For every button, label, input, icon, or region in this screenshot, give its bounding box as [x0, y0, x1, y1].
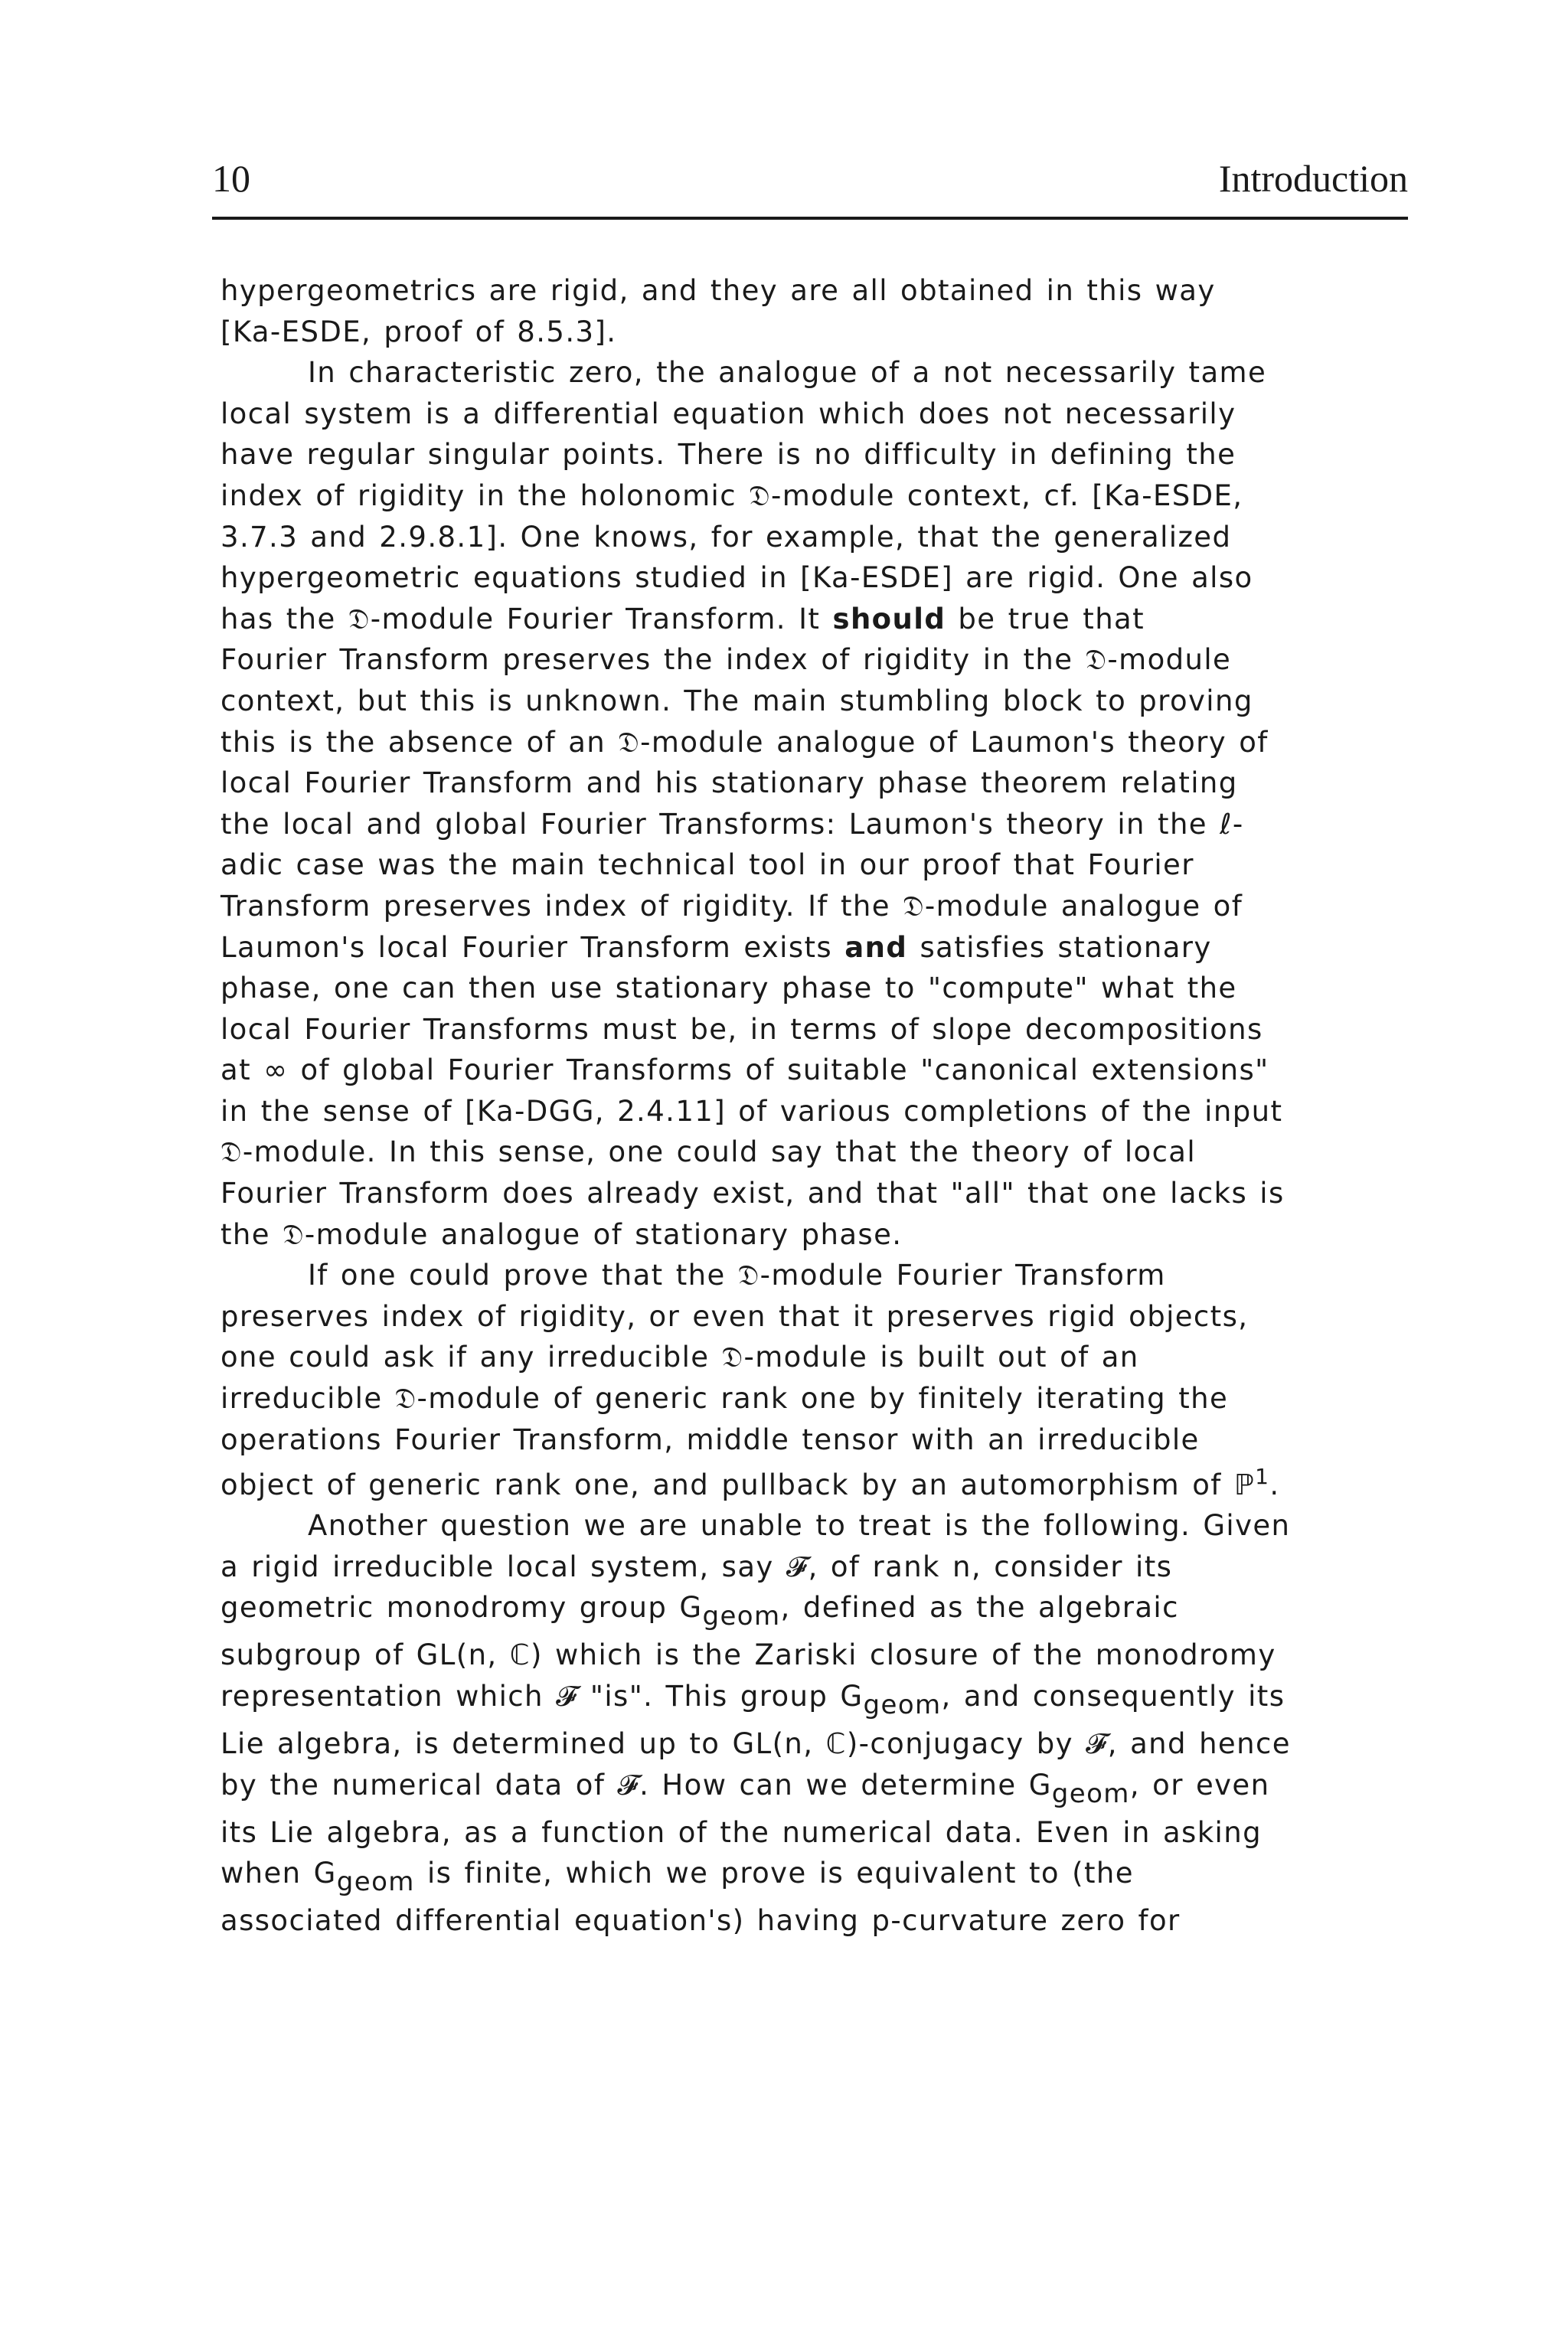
page-header: [212, 152, 1408, 213]
text-run: object of generic rank one, and pullback by an automorphism of ℙ: [220, 1468, 1256, 1501]
text-line: the 𝔇-module analogue of stationary phase.: [220, 1217, 903, 1251]
text-line: irreducible 𝔇-module of generic rank one by finitely iterating the: [220, 1382, 1229, 1416]
text-line: local system is a differential equation which does not necessarily: [220, 397, 1236, 430]
text-line: If one could prove that the 𝔇-module Fourier Transform: [308, 1259, 1166, 1292]
text-run: when G: [220, 1857, 337, 1890]
text-line: a rigid irreducible local system, say 𝓕, of rank n, consider its: [220, 1550, 1173, 1583]
text-line: hypergeometric equations studied in [Ka-ESDE] are rigid. One also: [220, 561, 1253, 595]
text-run: be true that: [958, 602, 1145, 635]
emphasis-text: should: [832, 602, 946, 635]
paragraph: [220, 270, 1453, 352]
text-run: is finite, which we prove is equivalent to (the: [414, 1857, 1134, 1890]
text-line: preserves index of rigidity, or even that it preserves rigid objects,: [220, 1299, 1249, 1333]
text-line: Transform preserves index of rigidity. If the 𝔇-module analogue of: [220, 889, 1243, 923]
text-line: have regular singular points. There is no difficulty in defining the: [220, 438, 1236, 472]
text-line: 𝔇-module. In this sense, one could say that the theory of local: [220, 1135, 1197, 1169]
text-run: Laumon's local Fourier Transform exists: [220, 930, 833, 964]
text-line: 3.7.3 and 2.9.8.1]. One knows, for example, that the generalized: [220, 520, 1232, 554]
text-run: has the 𝔇-module Fourier Transform. It: [220, 602, 821, 635]
text-line: [220, 927, 1453, 969]
text-line: one could ask if any irreducible 𝔇-module is built out of an: [220, 1341, 1139, 1374]
paragraph: [220, 1505, 1453, 1942]
text-run: satisfies stationary: [920, 930, 1212, 964]
text-line: [Ka-ESDE, proof of 8.5.3].: [220, 315, 617, 348]
text-line: the local and global Fourier Transforms: Laumon's theory in the ℓ-: [220, 807, 1244, 841]
text-line: hypergeometrics are rigid, and they are all obtained in this way: [220, 274, 1216, 307]
text-line: its Lie algebra, as a function of the numerical data. Even in asking: [220, 1815, 1262, 1849]
body-text: [220, 270, 1453, 1942]
text-line: this is the absence of an 𝔇-module analogue of Laumon's theory of: [220, 725, 1269, 759]
text-line: [220, 1676, 1453, 1723]
subscript: geom: [863, 1690, 942, 1720]
subscript: geom: [702, 1601, 781, 1632]
text-line: [220, 1765, 1453, 1812]
text-line: [220, 1853, 1453, 1900]
text-run: , defined as the algebraic: [780, 1591, 1179, 1625]
text-line: In characteristic zero, the analogue of a not necessarily tame: [308, 356, 1267, 390]
text-line: Another question we are unable to treat is the following. Given: [308, 1509, 1291, 1543]
text-line: associated differential equation's) having p-curvature zero for: [220, 1904, 1181, 1938]
text-run: geometric monodromy group G: [220, 1591, 703, 1625]
header-rule: [212, 217, 1408, 220]
text-line: index of rigidity in the holonomic 𝔇-module context, cf. [Ka-ESDE,: [220, 479, 1243, 512]
subscript: geom: [1051, 1778, 1130, 1809]
running-head: Introduction: [1218, 157, 1408, 200]
text-line: subgroup of GL(n, ℂ) which is the Zariski closure of the monodromy: [220, 1638, 1276, 1672]
text-line: [220, 599, 1453, 640]
text-line: Fourier Transform preserves the index of rigidity in the 𝔇-module: [220, 643, 1232, 677]
text-line: [220, 1465, 1453, 1506]
paragraph: [220, 1255, 1453, 1505]
text-line: adic case was the main technical tool in our proof that Fourier: [220, 848, 1194, 882]
text-run: by the numerical data of 𝓕. How can we determine G: [220, 1768, 1052, 1802]
text-line: in the sense of [Ka-DGG, 2.4.11] of various completions of the input: [220, 1094, 1283, 1128]
subscript: geom: [336, 1867, 415, 1898]
text-line: local Fourier Transforms must be, in terms of slope decompositions: [220, 1012, 1263, 1046]
text-run: .: [1269, 1468, 1280, 1501]
text-line: local Fourier Transform and his stationary phase theorem relating: [220, 766, 1238, 800]
page-number: 10: [212, 157, 250, 200]
text-run: , or even: [1129, 1768, 1270, 1802]
text-line: Fourier Transform does already exist, and that "all" that one lacks is: [220, 1177, 1285, 1210]
emphasis-text: and: [844, 930, 908, 964]
text-line: Lie algebra, is determined up to GL(n, ℂ)-conjugacy by 𝓕, and hence: [220, 1727, 1291, 1760]
paragraph: [220, 352, 1453, 1255]
text-run: , and consequently its: [941, 1680, 1285, 1713]
text-line: phase, one can then use stationary phase to "compute" what the: [220, 972, 1237, 1005]
superscript: 1: [1255, 1463, 1270, 1489]
text-line: [220, 1587, 1453, 1635]
text-line: at ∞ of global Fourier Transforms of suitable "canonical extensions": [220, 1054, 1269, 1087]
text-line: operations Fourier Transform, middle tensor with an irreducible: [220, 1423, 1200, 1456]
text-run: representation which 𝓕 "is". This group G: [220, 1680, 864, 1713]
text-line: context, but this is unknown. The main stumbling block to proving: [220, 684, 1253, 717]
